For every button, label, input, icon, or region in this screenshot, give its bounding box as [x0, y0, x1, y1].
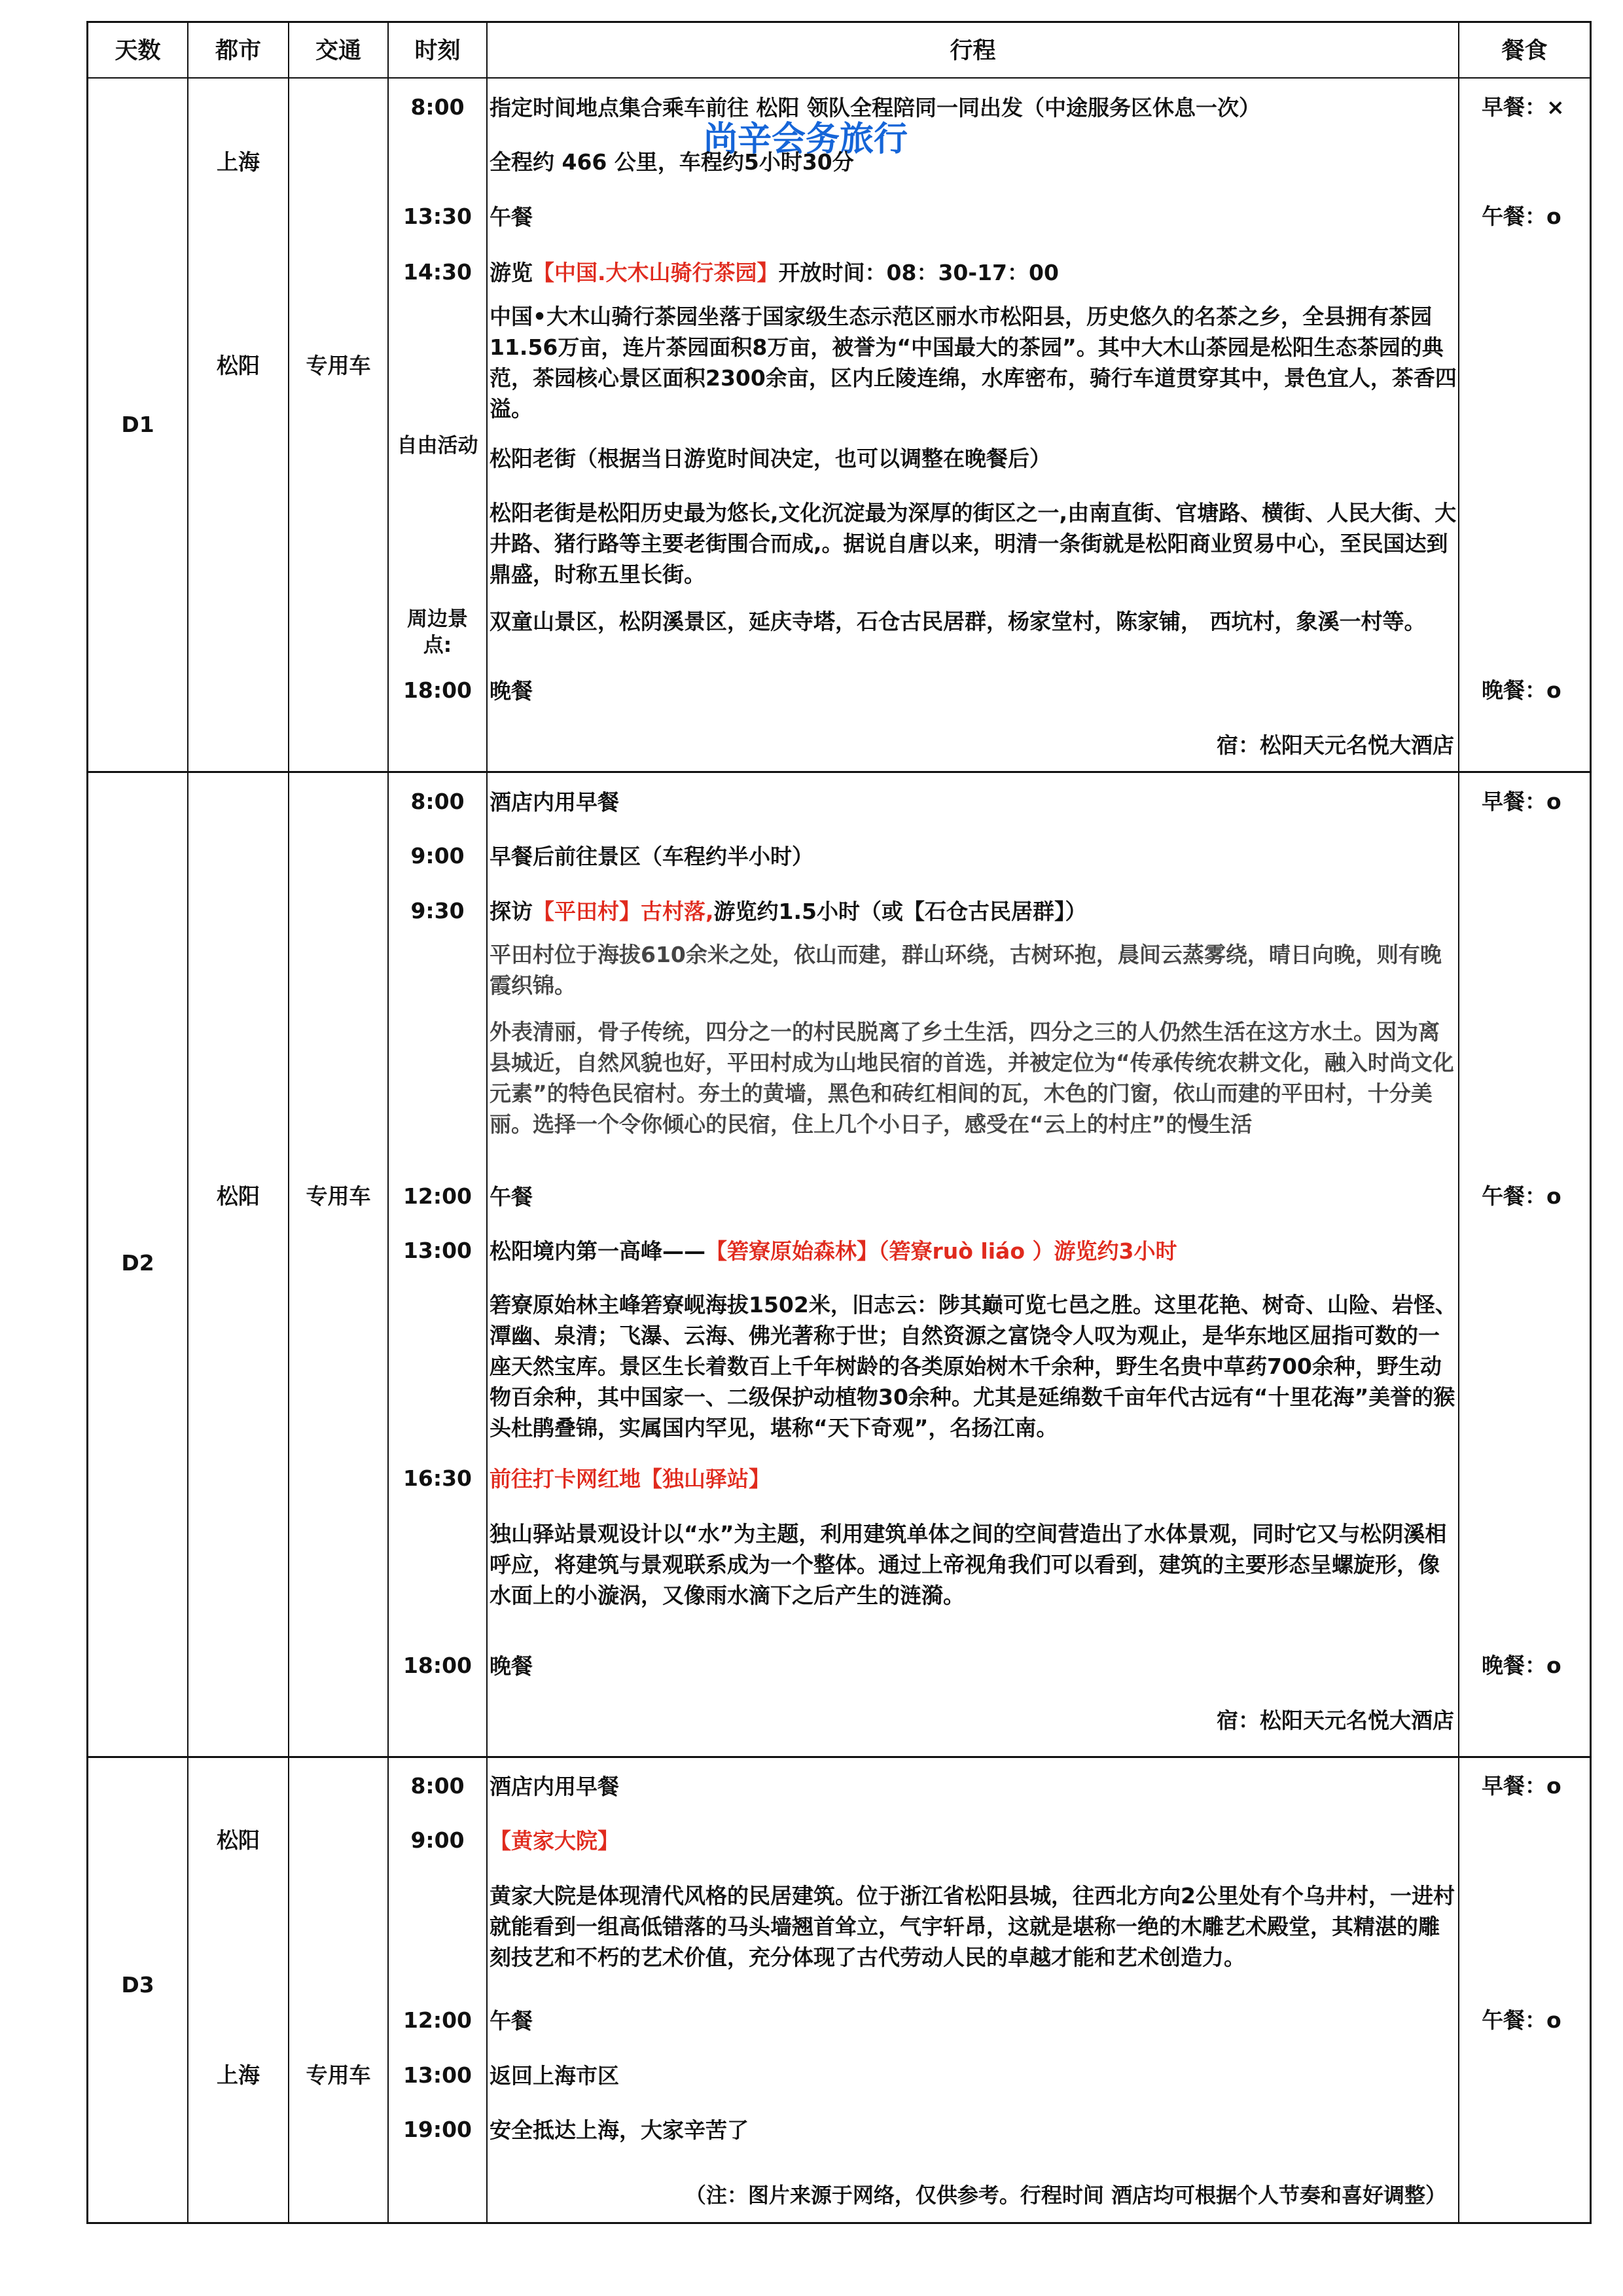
itinerary-text: 午餐 [490, 204, 533, 230]
text-prefix: 松阳境内第一高峰—— [490, 1238, 705, 1264]
itinerary-text: 返回上海市区 [490, 2063, 619, 2089]
city-label: 上海 [217, 2062, 260, 2088]
attraction-name: 【黄家大院】 [490, 1828, 619, 1854]
itinerary-text: 指定时间地点集合乘车前往 松阳 领队全程陪同一同出发（中途服务区休息一次） [490, 95, 1260, 120]
attraction-description: 外表清丽，骨子传统，四分之一的村民脱离了乡土生活，四分之三的人仍然生活在这方水土。因为离县城近，自然风貌也好，平田村成为山地民宿的首选，并被定位为“传承传统农耕文化，融入时尚文化元素”的特色民宿村。夯土的黄墙，黑色和砖红相间的瓦，木色的门窗，依山而建的平田村，十分美丽。选择一个令你倾心的民宿，住上几个小日子，感受在“云上的村庄”的慢生活 [490, 1019, 1454, 1137]
itinerary-text: 安全抵达上海，大家辛苦了 [490, 2117, 749, 2143]
hotel-label: 宿：松阳天元名悦大酒店 [1217, 732, 1454, 758]
itinerary-text: 午餐 [490, 1184, 533, 1210]
time-cell: 12:00 [402, 2007, 473, 2033]
itinerary-text [490, 257, 1458, 288]
time-cell: 18:00 [402, 677, 473, 703]
text-suffix: 游览约1.5小时（或【石仓古民居群】） [713, 899, 1087, 924]
itinerary-text: 双童山景区，松阴溪景区，延庆寺塔，石仓古民居群，杨家堂村，陈家铺， 西坑村，象溪一村等。 [490, 609, 1426, 634]
attraction-description: 箬寮原始林主峰箬寮岘海拔1502米，旧志云：陟其巅可览七邑之胜。这里花艳、树奇、山险、岩怪、潭幽、泉清；飞瀑、云海、佛光著称于世；自然资源之富饶令人叹为观止，是华东地区屈指可数的一座天然宝库。景区生长着数百上千年树龄的各类原始树木千余种，野生名贵中草药700余种，野生动物百余种，其中国家一、二级保护动植物30余种。尤其是延绵数千亩年代古远有“十里花海”美誉的猴头杜鹃叠锦，实属国内罕见，堪称“天下奇观”，名扬江南。 [490, 1292, 1457, 1441]
day-divider [86, 771, 1592, 773]
header-day: 天数 [115, 38, 161, 64]
attraction-name: 【箬寮原始森林】（箬寮ruò liáo ）游览约3小时 [705, 1238, 1177, 1264]
meal-label: 晚餐：o [1482, 1653, 1561, 1678]
header-divider [86, 77, 1592, 79]
day-label: D1 [121, 412, 154, 437]
day-divider [86, 1756, 1592, 1758]
attraction-description: 黄家大院是体现清代风格的民居建筑。位于浙江省松阳县城，往西北方向2公里处有个乌井村，一进村就能看到一组高低错落的马头墙翘首耸立，气宇轩昂，这就是堪称一绝的木雕艺术殿堂，其精湛的雕刻技艺和不朽的艺术价值，充分体现了古代劳动人民的卓越才能和艺术创造力。 [490, 1883, 1455, 1970]
time-cell: 9:00 [410, 843, 465, 869]
time-cell: 8:00 [410, 789, 465, 814]
transport-label: 专用车 [306, 1183, 371, 1209]
day-label: D2 [121, 1250, 154, 1276]
itinerary-text [490, 1236, 1458, 1266]
itinerary-text: 全程约 466 公里，车程约5小时30分 [490, 149, 854, 175]
meal-label: 早餐：o [1482, 1773, 1561, 1799]
city-label: 上海 [217, 149, 260, 175]
header-time: 时刻 [414, 38, 461, 64]
time-cell: 19:00 [402, 2117, 473, 2142]
header-transport: 交通 [315, 38, 361, 64]
text-prefix: 探访 [490, 899, 533, 924]
table-border-right [1590, 21, 1592, 2224]
day-label: D3 [121, 1972, 154, 1998]
itinerary-text: 酒店内用早餐 [490, 1774, 619, 1799]
itinerary-text: 晚餐 [490, 678, 533, 704]
time-cell: 9:00 [410, 1827, 465, 1853]
attraction-name: 【中国.大木山骑行茶园】 [533, 260, 779, 285]
footnote: （注：图片来源于网络，仅供参考。行程时间 酒店均可根据个人节奏和喜好调整） [685, 2183, 1446, 2208]
time-cell: 13:00 [402, 2062, 473, 2088]
city-label: 松阳 [217, 1827, 260, 1853]
city-label: 松阳 [217, 353, 260, 378]
attraction-description: 中国•大木山骑行茶园坐落于国家级生态示范区丽水市松阳县，历史悠久的名茶之乡，全县拥有茶园11.56万亩，连片茶园面积8万亩，被誉为“中国最大的茶园”。其中大木山茶园是松阳生态茶园的典范，茶园核心景区面积2300余亩，区内丘陵连绵，水库密布，骑行车道贯穿其中，景色宜人，茶香四溢。 [490, 304, 1457, 422]
itinerary-text: 早餐后前往景区（车程约半小时） [490, 844, 813, 869]
time-cell: 8:00 [410, 1773, 465, 1799]
column-divider [486, 21, 488, 2224]
time-cell: 自由活动 [397, 434, 478, 457]
header-meals: 餐食 [1501, 38, 1548, 64]
transport-label: 专用车 [306, 2062, 371, 2088]
meal-label: 早餐：× [1482, 94, 1565, 120]
itinerary-text: 午餐 [490, 2008, 533, 2034]
city-label: 松阳 [217, 1183, 260, 1209]
meal-label: 午餐：o [1482, 1183, 1561, 1209]
attraction-name: 【平田村】古村落, [533, 899, 714, 924]
time-cell: 12:00 [402, 1183, 473, 1209]
time-cell: 周边景点: [407, 607, 468, 657]
time-cell: 16:30 [402, 1465, 473, 1491]
column-divider [387, 21, 389, 2224]
header-city: 都市 [215, 38, 261, 64]
attraction-description: 平田村位于海拔610余米之处，依山而建，群山环绕，古树环抱，晨间云蒸雾绕，晴日向晚，则有晚霞织锦。 [490, 942, 1442, 998]
meal-label: 晚餐：o [1482, 677, 1561, 703]
time-cell: 13:00 [402, 1238, 473, 1263]
table-border-left [86, 21, 88, 2224]
itinerary-text: 酒店内用早餐 [490, 789, 619, 815]
time-cell: 14:30 [402, 259, 473, 285]
meal-label: 午餐：o [1482, 204, 1561, 229]
column-divider [1458, 21, 1459, 2224]
time-cell: 18:00 [402, 1653, 473, 1678]
transport-label: 专用车 [306, 353, 371, 378]
attraction-name: 前往打卡网红地【独山驿站】 [490, 1466, 770, 1492]
meal-label: 早餐：o [1482, 789, 1561, 814]
itinerary-text: 晚餐 [490, 1653, 533, 1679]
hotel-label: 宿：松阳天元名悦大酒店 [1217, 1708, 1454, 1733]
itinerary-text [490, 896, 1458, 927]
text-prefix: 游览 [490, 260, 533, 285]
itinerary-text: 松阳老街（根据当日游览时间决定，也可以调整在晚餐后） [490, 446, 1051, 471]
attraction-description: 松阳老街是松阳历史最为悠长,文化沉淀最为深厚的街区之一,由南直街、官塘路、横街、人民大街、大井路、猪行路等主要老街围合而成,。据说自唐以来，明清一条街就是松阳商业贸易中心，至民国达到鼎盛，时称五里长街。 [490, 500, 1457, 587]
opening-hours: 开放时间：08：30-17：00 [778, 260, 1059, 285]
brand-title: 尚辛会务旅行 [704, 120, 908, 159]
header-itinerary: 行程 [950, 38, 996, 64]
time-cell: 13:30 [402, 204, 473, 229]
attraction-description: 独山驿站景观设计以“水”为主题，利用建筑单体之间的空间营造出了水体景观，同时它又与松阴溪相呼应，将建筑与景观联系成为一个整体。通过上帝视角我们可以看到，建筑的主要形态呈螺旋形，像水面上的小漩涡，又像雨水滴下之后产生的涟漪。 [490, 1521, 1447, 1608]
time-cell: 8:00 [410, 94, 465, 120]
table-border-bottom [86, 2222, 1592, 2224]
meal-label: 午餐：o [1482, 2007, 1561, 2033]
time-cell: 9:30 [410, 898, 465, 924]
